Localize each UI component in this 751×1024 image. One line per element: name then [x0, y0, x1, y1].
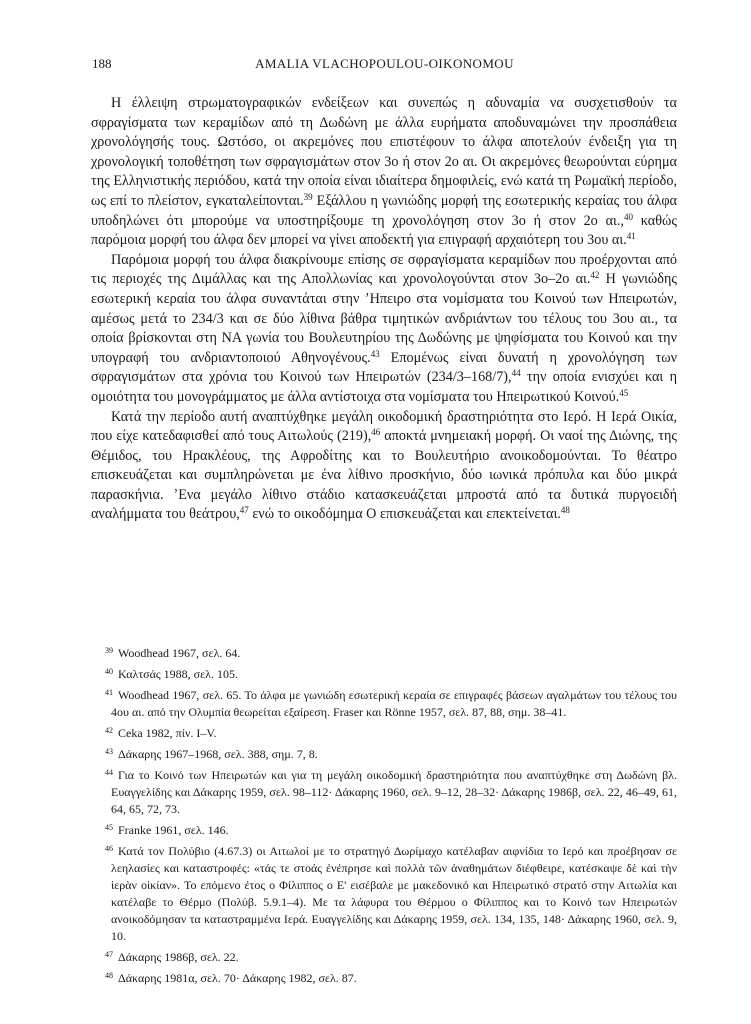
- footnote: [91, 967, 677, 987]
- footnote-ref-39[interactable]: 39: [303, 191, 313, 202]
- paragraph-2-text-2: Η γωνιώδης εσωτερική κεραία του άλφα συναντάται στην ʼΗπειρο στα νομίσματα του Κοινού των Ηπειρωτών, αμέσως μετά το 234/3 και σε δύο λίθινα βάθρα τιμητικών ανδριάντων του τέλους του 3ου αι., τα οποία βρίσκονται στη ΝΑ γωνία του Βουλευτηρίου της Δωδώνης με ψηφίσματα του Κοινού και την υπογραφή του ανδριαντοποιού Αθηνογένους.: [91, 271, 677, 366]
- footnote: [91, 946, 677, 966]
- footnote-number: 44: [105, 768, 113, 777]
- paragraph-2-text-1: Παρόμοια μορφή του άλφα διακρίνουμε επίσης σε σφραγίσματα κεραμίδων που προέρχονται από τις περιοχές της Διμάλλας και της Απολλωνίας και χρονολογούνται στον 3ο–2ο αι.: [91, 251, 677, 288]
- paragraph-2-text-3: Επομένως είναι δυνατή η χρονολόγηση των σφραγισμάτων στα χρόνια του Κοινού των Ηπειρωτών (234/3–168/7),: [91, 349, 678, 386]
- footnote: [91, 663, 677, 683]
- footnote-ref-47[interactable]: 47: [239, 505, 249, 516]
- paragraph-2-text-4: την οποία ενισχύει και η ομοιότητα του μονογράμματος με άλλα αντίστοιχα στα νομίσματα του Ηπειρωτικού Κοινού.: [91, 369, 678, 405]
- footnote-ref-43[interactable]: 43: [370, 348, 380, 359]
- footnote-ref-41[interactable]: 41: [626, 231, 636, 242]
- footnote-ref-45[interactable]: 45: [619, 387, 629, 398]
- paragraph-1-text-1: Η έλλειψη στρωματογραφικών ενδείξεων και συνεπώς η αδυναμία να συσχετισθούν τα σφραγίσματα των κεραμίδων από τη Δωδώνη με άλλα ευρήματα αποδυναμώνει την προσπάθεια χρονολόγησής τους. Ωστόσο, οι ακρεμόνες που επιστέφουν το άλφα αποτελούν ένδειξη για τη χρονολογική τοποθέτηση των σφραγισμάτων στον 3ο ή στον 2ο αι. Οι ακρεμόνες θεωρούνται εύρημα της Ελληνιστικής περιόδου, κατά την οποία είναι ιδιαίτερα δημοφιλείς, ενώ κατά τη Ρωμαϊκή περίοδο, ως επί το πλείστον, εγκαταλείπονται.: [91, 95, 677, 209]
- footnote: [91, 722, 677, 742]
- page-number: 188: [92, 56, 112, 71]
- paragraph-1-text-3: καθώς παρόμοια μορφή του άλφα δεν μπορεί να γίνει αποδεκτή για επιγραφή αρχαιότερη του 3ου αι.: [91, 212, 677, 249]
- footnotes: [91, 642, 677, 988]
- paragraph-3-text-1: Κατά την περίοδο αυτή αναπτύχθηκε μεγάλη οικοδομική δραστηριότητα στο Ιερό. Η Ιερά Οικία, που είχε κατεδαφισθεί από τους Αιτωλούς (219),: [91, 408, 677, 445]
- footnote: [91, 642, 677, 662]
- footnote-number: 48: [105, 971, 113, 980]
- footnote-number: 41: [105, 688, 113, 697]
- footnote-ref-48[interactable]: 48: [560, 505, 570, 516]
- footnote-number: 42: [105, 726, 113, 735]
- main-text: [91, 94, 677, 525]
- footnote-ref-42[interactable]: 42: [590, 270, 600, 281]
- paragraph-1-text-2: Εξάλλου η γωνιώδης μορφή της εσωτερικής κεραίας του άλφα υποδηλώνει ότι μπορούμε να υποστηρίξουμε τη χρονολόγηση στον 3ο ή στον 2ο αι.,: [91, 192, 677, 229]
- footnote-ref-40[interactable]: 40: [623, 211, 633, 222]
- footnote-ref-46[interactable]: 46: [371, 427, 381, 438]
- footnote: [91, 684, 677, 721]
- footnote-number: 40: [105, 667, 113, 676]
- footnote-text: Για το Κοινό των Ηπειρωτών και για τη μεγάλη οικοδομική δραστηριότητα που αναπτύχθηκε στη Δωδώνη βλ. Ευαγγελίδης και Δάκαρης 1959, σελ. 98–112· Δάκαρης 1960, σελ. 9–12, 28–32· Δάκαρης 1986β, σελ. 22, 46–49, 61, 64, 65, 72, 73.: [111, 768, 677, 816]
- footnote-text: Δάκαρης 1986β, σελ. 22.: [118, 950, 239, 964]
- footnote-number: 46: [105, 844, 113, 853]
- paragraph-3-text-2: αποκτά μνημειακή μορφή. Οι ναοί της Διώνης, της Θέμιδος, του Ηρακλέους, της Αφροδίτης και το Βουλευτήριο ανοικοδομούνται. Το θέατρο επισκευάζεται και συμπληρώνεται με ένα λίθινο προσκήνιο, δύο ιωνικά πρόπυλα και δύο μικρά παρασκήνια. ʼΕνα μεγάλο λίθινο στάδιο κατασκευάζεται μπροστά από τα δυτικά πυργοειδή αναλήμματα του θεάτρου,: [91, 428, 677, 523]
- footnote-number: 39: [105, 646, 113, 655]
- footnote-text: Ceka 1982, πίν. I–V.: [118, 726, 217, 740]
- footnote: [91, 819, 677, 839]
- footnote-text: Καλτσάς 1988, σελ. 105.: [118, 667, 238, 681]
- paragraph-2: [91, 251, 677, 408]
- paragraph-3: [91, 408, 677, 526]
- footnote: [91, 743, 677, 763]
- footnote-text: Κατά τον Πολύβιο (4.67.3) οι Αιτωλοί με το στρατηγό Δωρίμαχο κατέλαβαν αιφνίδια το Ιερό και προέβησαν σε λεηλασίες και καταστροφές: «τάς τε στοάς ἐνέπρησε καὶ πολλὰ τῶν ἀναθημάτων διέφθειρε, κατέσκαψε δὲ καὶ τὴν ἱερὰν οἰκίαν». Το επόμενο έτος ο Φίλιππος ο Ε' εισέβαλε με μακεδονικό και Ηπειρωτικό στρατό στην Αιτωλία και κατέλαβε το Θέρμο (Πολύβ. 5.9.1–4). Με τα λάφυρα του Θέρμου ο Φίλιππος και το Κοινό των Ηπειρωτών ανοικοδόμησαν τα καταστραμμένα Ιερά. Ευαγγελίδης και Δάκαρης 1959, σελ. 134, 135, 148· Δάκαρης 1960, σελ. 9, 10.: [111, 844, 677, 943]
- footnote-text: Woodhead 1967, σελ. 65. Το άλφα με γωνιώδη εσωτερική κεραία σε επιγραφές βάσεων αγαλμάτων του τέλους του 4ου αι. από την Ολυμπία θεωρείται εξαίρεση. Fraser και Rönne 1957, σελ. 87, 88, σημ. 38–41.: [111, 688, 677, 719]
- footnote-text: Franke 1961, σελ. 146.: [118, 823, 229, 837]
- page-header: [92, 56, 677, 74]
- footnote-number: 45: [105, 823, 113, 832]
- footnote-number: 43: [105, 747, 113, 756]
- footnote-number: 47: [105, 950, 113, 959]
- footnote-text: Δάκαρης 1967–1968, σελ. 388, σημ. 7, 8.: [118, 747, 318, 761]
- footnote-text: Woodhead 1967, σελ. 64.: [118, 646, 241, 660]
- footnote-ref-44[interactable]: 44: [511, 368, 521, 379]
- footnote-text: Δάκαρης 1981α, σελ. 70· Δάκαρης 1982, σελ. 87.: [118, 971, 357, 985]
- paragraph-3-text-3: ενώ το οικοδόμημα Ο επισκευάζεται και επεκτείνεται.: [248, 506, 561, 523]
- footnote: [91, 764, 677, 818]
- footnote: [91, 840, 677, 945]
- running-head: AMALIA VLACHOPOULOU-OIKONOMOU: [255, 56, 514, 71]
- paragraph-1: [91, 94, 677, 251]
